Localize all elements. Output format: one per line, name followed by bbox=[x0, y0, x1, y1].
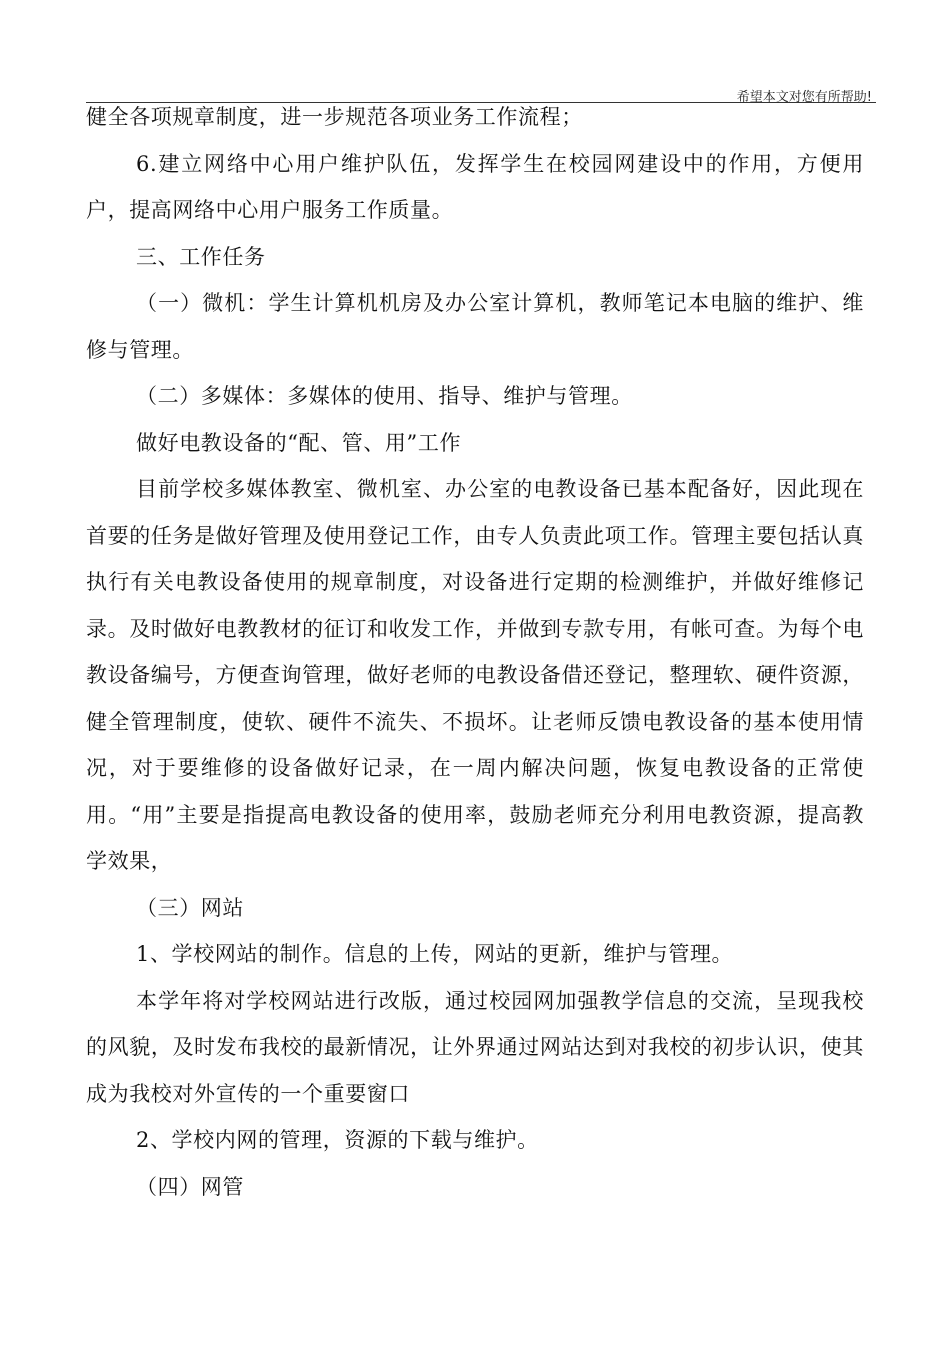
paragraph: 2、学校内网的管理，资源的下载与维护。 bbox=[136, 1128, 539, 1152]
paragraph: （二）多媒体：多媒体的使用、指导、维护与管理。 bbox=[136, 384, 633, 408]
paragraph: 6.建立网络中心用户维护队伍，发挥学生在校园网建设中的作用，方便用户，提高网络中心用户服务工作质量。 bbox=[86, 151, 864, 222]
paragraph: 做好电教设备的“配、管、用”工作 bbox=[136, 430, 462, 455]
paragraph: （一）微机：学生计算机机房及办公室计算机，教师笔记本电脑的维护、维修与管理。 bbox=[86, 291, 864, 362]
paragraph: 目前学校多媒体教室、微机室、办公室的电教设备已基本配备好，因此现在首要的任务是做好管理及使用登记工作，由专人负责此项工作。管理主要包括认真执行有关电教设备使用的规章制度，对设备进行定期的检测维护，并做好维修记录。及时做好电教教材的征订和收发工作，并做到专款专用，有帐可查。为每个电教设备编号，方便查询管理，做好老师的电教设备借还登记，整理软、硬件资源，健全管理制度，使软、硬件不流失、不损坏。让老师反馈电教设备的基本使用情况，对于要维修的设备做好记录，在一周内解决问题，恢复电教设备的正常使用。“用”主要是指提高电教设备的使用率，鼓励老师充分利用电教资源，提高教学效果， bbox=[86, 477, 864, 873]
document-body bbox=[86, 94, 864, 1210]
header-note: 希望本文对您有所帮助! bbox=[736, 90, 872, 105]
paragraph: 1、学校网站的制作。信息的上传，网站的更新，维护与管理。 bbox=[136, 942, 734, 966]
section-heading: 三、工作任务 bbox=[136, 244, 266, 269]
subsection-heading: （四）网管 bbox=[136, 1174, 244, 1199]
paragraph: 本学年将对学校网站进行改版，通过校园网加强教学信息的交流，呈现我校的风貌，及时发布我校的最新情况，让外界通过网站达到对我校的初步认识，使其成为我校对外宣传的一个重要窗口 bbox=[86, 988, 864, 1106]
paragraph: 健全各项规章制度，进一步规范各项业务工作流程； bbox=[86, 105, 583, 129]
subsection-heading: （三）网站 bbox=[136, 895, 244, 920]
